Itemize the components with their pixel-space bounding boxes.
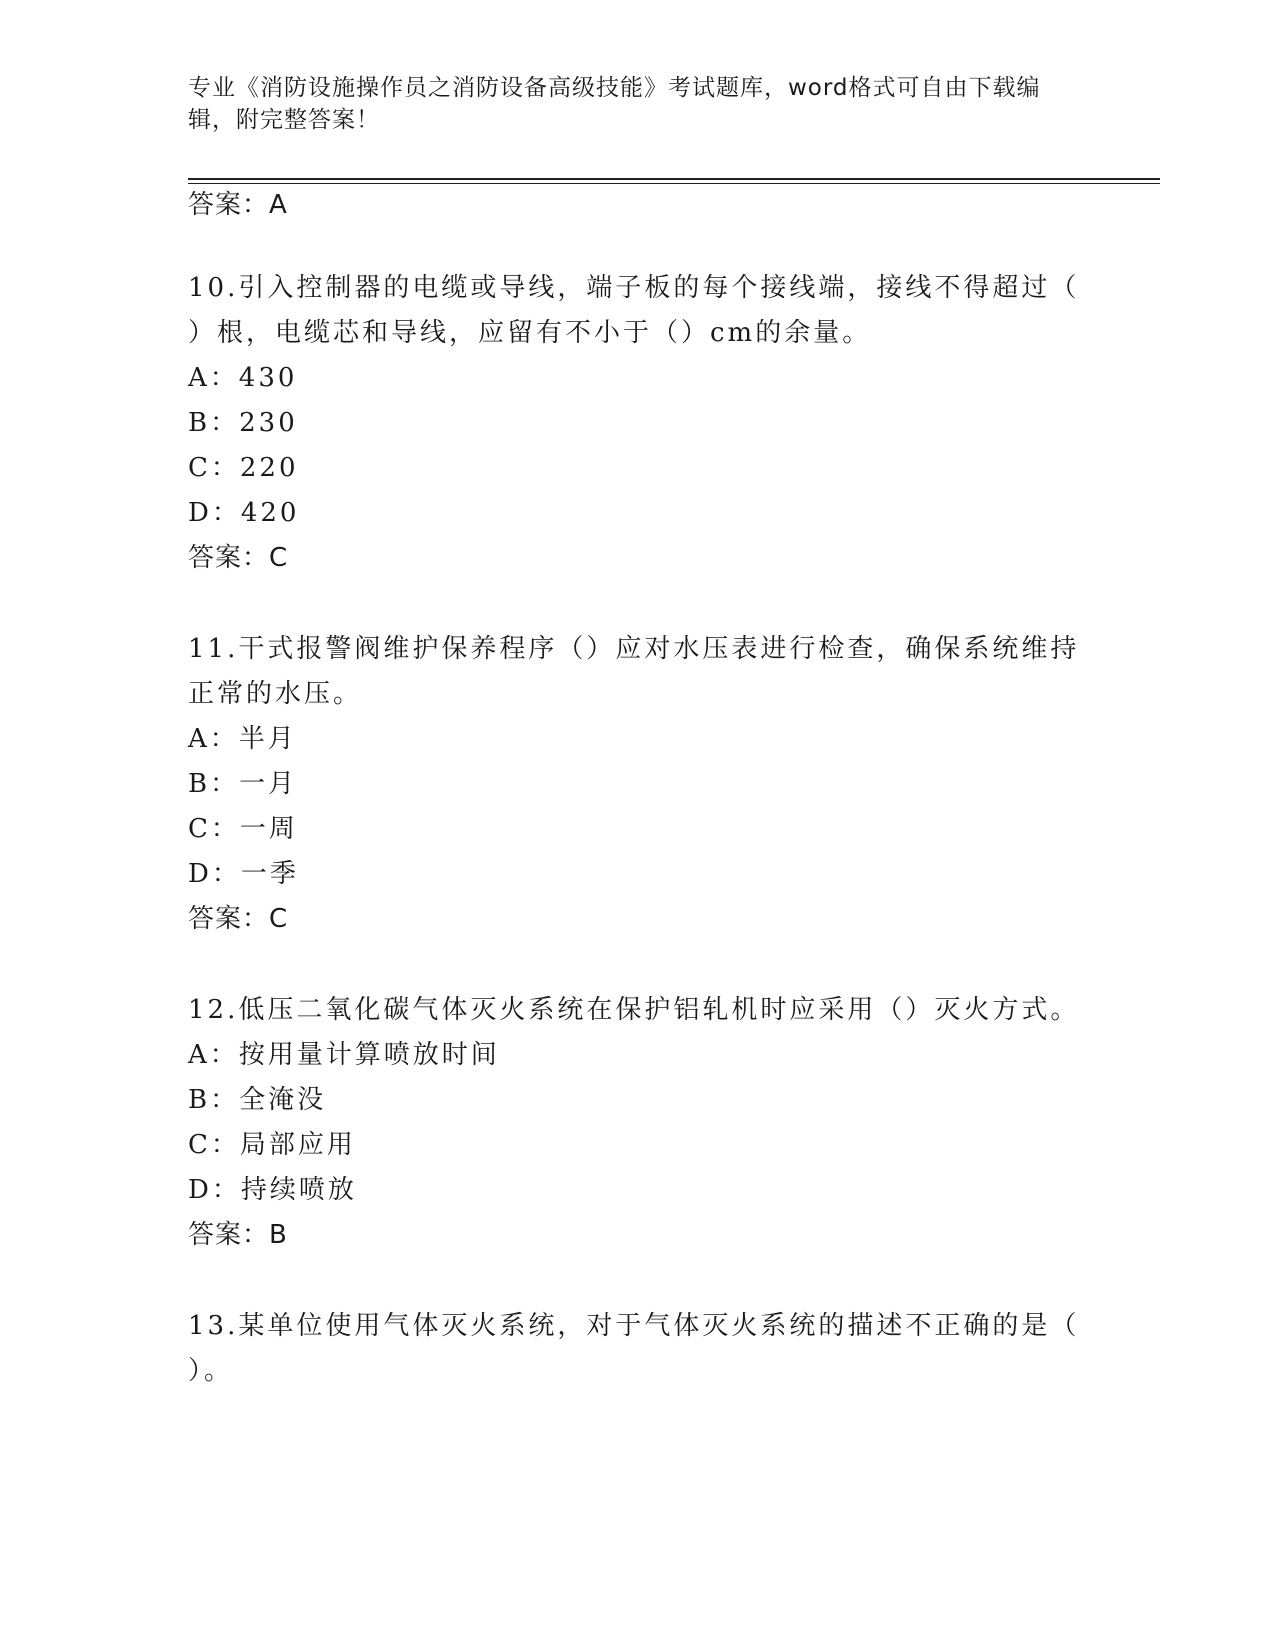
question-12-option-a: A：按用量计算喷放时间 <box>188 1040 500 1070</box>
question-10-option-d: D：420 <box>188 498 300 528</box>
question-12-option-d: D：持续喷放 <box>188 1175 357 1205</box>
question-11-option-c: C：一周 <box>188 814 298 844</box>
question-10-option-b: B：230 <box>188 408 298 438</box>
question-10-answer: 答案：C <box>188 543 289 573</box>
question-12-line-1: 12.低压二氧化碳气体灭火系统在保护铝轧机时应采用（）灭火方式。 <box>188 995 1080 1025</box>
question-11-line-1: 11.干式报警阀维护保养程序（）应对水压表进行检查，确保系统维持 <box>188 634 1080 664</box>
document-header <box>188 72 1088 136</box>
question-10-option-a: A：430 <box>188 363 298 393</box>
question-10-line-2: ）根，电缆芯和导线，应留有不小于（）cm的余量。 <box>188 318 872 348</box>
answer-prev: 答案：A <box>188 190 288 220</box>
question-12-answer: 答案：B <box>188 1220 288 1250</box>
question-10-line-1: 10.引入控制器的电缆或导线，端子板的每个接线端，接线不得超过（ <box>188 273 1080 303</box>
question-10-option-c: C：220 <box>188 453 299 483</box>
header-line-2: 辑，附完整答案！ <box>188 107 380 133</box>
question-12-option-c: C：局部应用 <box>188 1130 356 1160</box>
question-12-option-b: B：全淹没 <box>188 1085 327 1115</box>
header-divider-thin <box>188 183 1160 184</box>
question-13-line-1: 13.某单位使用气体灭火系统，对于气体灭火系统的描述不正确的是（ <box>188 1311 1080 1341</box>
question-11-option-d: D：一季 <box>188 859 299 889</box>
question-11-option-b: B：一月 <box>188 769 298 799</box>
header-divider-thick <box>188 178 1160 180</box>
header-line-1: 专业《消防设施操作员之消防设备高级技能》考试题库，word格式可自由下载编 <box>188 75 1041 101</box>
question-13-line-2: ）。 <box>188 1356 234 1386</box>
question-11-answer: 答案：C <box>188 904 289 934</box>
question-11-line-2: 正常的水压。 <box>188 679 363 709</box>
question-11-option-a: A：半月 <box>188 724 297 754</box>
